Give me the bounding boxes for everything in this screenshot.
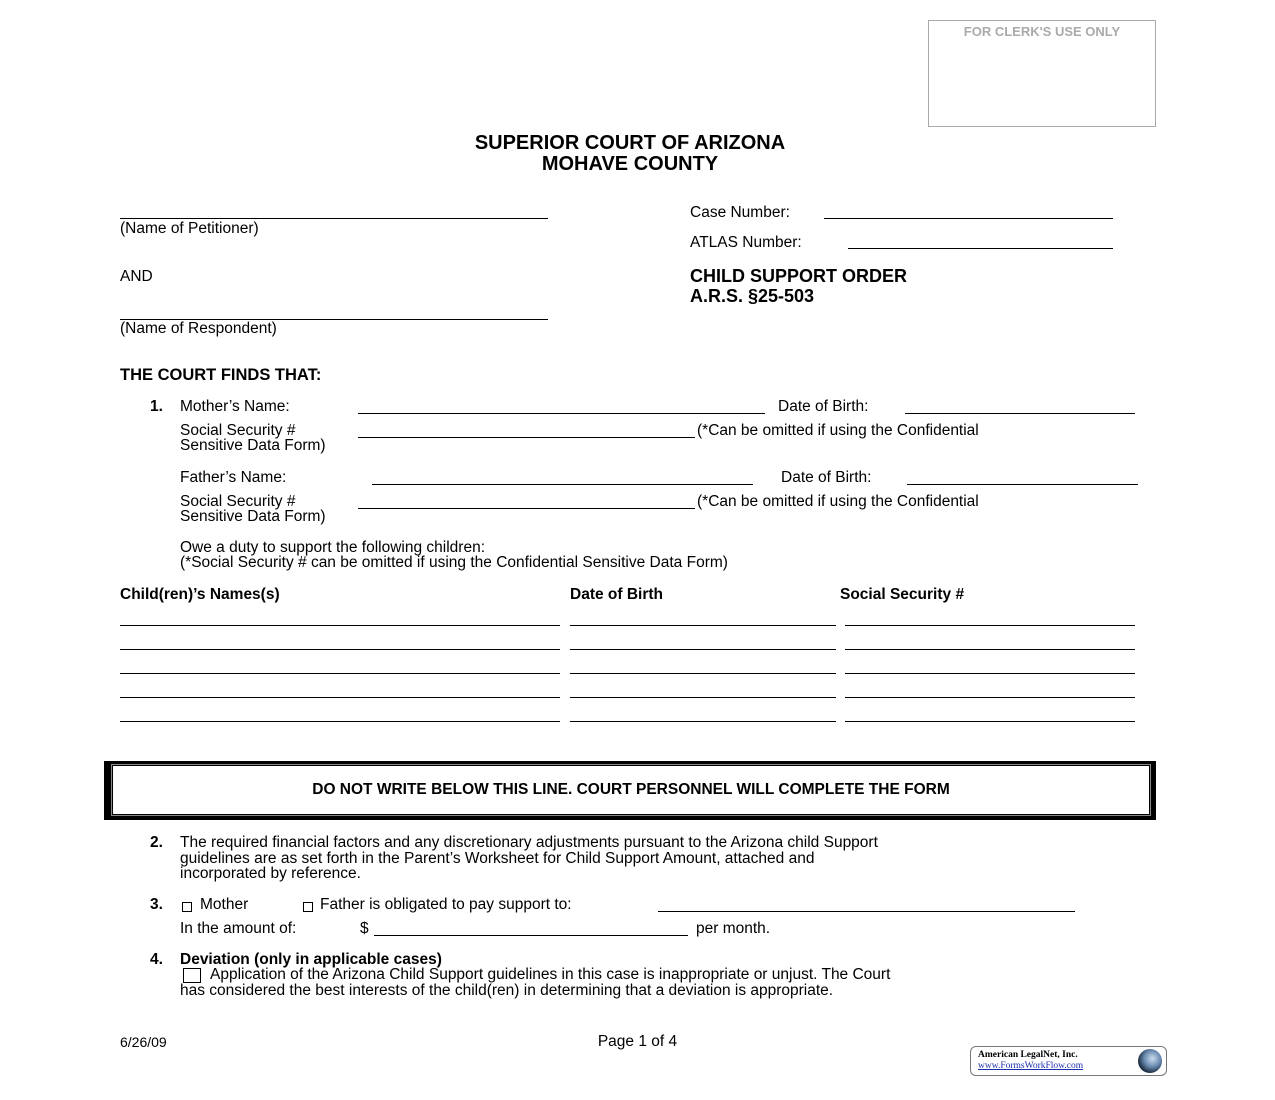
child-dob-field[interactable] <box>570 697 836 698</box>
father-checkbox[interactable] <box>303 902 313 912</box>
clerk-use-box <box>928 20 1156 127</box>
amount-label: In the amount of: <box>180 920 297 937</box>
document-title: CHILD SUPPORT ORDER <box>690 266 908 286</box>
page-number: Page 1 of 4 <box>597 1033 678 1050</box>
mother-dob-field[interactable] <box>905 413 1135 414</box>
father-ssn-note-cont: Sensitive Data Form) <box>180 508 326 525</box>
item-3-number: 3. <box>150 896 163 913</box>
child-dob-field[interactable] <box>570 625 836 626</box>
clerk-use-label: FOR CLERK'S USE ONLY <box>963 24 1121 39</box>
father-dob-field[interactable] <box>907 484 1138 485</box>
child-ssn-field[interactable] <box>845 625 1135 626</box>
child-dob-field[interactable] <box>570 673 836 674</box>
child-ssn-field[interactable] <box>845 649 1135 650</box>
mother-ssn-field[interactable] <box>358 437 695 438</box>
form-date: 6/26/09 <box>120 1034 167 1050</box>
mother-ssn-note-cont: Sensitive Data Form) <box>180 437 326 454</box>
header-ssn: Social Security # <box>840 586 965 603</box>
item-4-number: 4. <box>150 951 163 968</box>
child-name-field[interactable] <box>120 673 560 674</box>
mother-option-label: Mother <box>200 896 249 913</box>
duty-text: Owe a duty to support the following children: <box>180 539 486 556</box>
father-name-label: Father’s Name: <box>180 469 287 486</box>
father-ssn-note: (*Can be omitted if using the Confidential <box>697 493 979 510</box>
per-month-label: per month. <box>696 920 771 937</box>
logo-url[interactable]: www.FormsWorkFlow.com <box>978 1061 1084 1071</box>
father-option-label: Father is obligated to pay support to: <box>320 896 572 913</box>
child-name-field[interactable] <box>120 625 560 626</box>
father-ssn-field[interactable] <box>358 508 695 509</box>
deviation-checkbox[interactable] <box>183 968 201 983</box>
item-2-line: incorporated by reference. <box>180 865 361 882</box>
globe-icon <box>1138 1049 1162 1073</box>
deviation-line: has considered the best interests of the child(ren) in determining that a deviation is appropriate. <box>180 982 834 999</box>
father-dob-label: Date of Birth: <box>781 469 872 486</box>
legalnet-logo[interactable] <box>970 1046 1167 1076</box>
findings-heading: THE COURT FINDS THAT: <box>120 366 322 384</box>
case-number-field[interactable] <box>824 218 1113 219</box>
county-title: MOHAVE COUNTY <box>541 153 719 175</box>
atlas-number-field[interactable] <box>848 248 1113 249</box>
mother-ssn-note: (*Can be omitted if using the Confidential <box>697 422 979 439</box>
atlas-number-label: ATLAS Number: <box>690 234 802 251</box>
child-ssn-field[interactable] <box>845 721 1135 722</box>
mother-ssn-label: Social Security # <box>180 422 296 439</box>
mother-name-label: Mother’s Name: <box>180 398 290 415</box>
deviation-heading: Deviation (only in applicable cases) <box>180 951 442 968</box>
header-child-names: Child(ren)’s Names(s) <box>120 586 280 603</box>
deviation-line: Application of the Arizona Child Support guidelines in this case is inappropriate or unjust. The Court <box>210 966 891 983</box>
mother-dob-label: Date of Birth: <box>778 398 869 415</box>
item-2-line: guidelines are as set forth in the Parent’s Worksheet for Child Support Amount, attached and <box>180 850 815 867</box>
mother-name-field[interactable] <box>358 413 765 414</box>
child-dob-field[interactable] <box>570 721 836 722</box>
item-1-number: 1. <box>150 398 163 415</box>
child-dob-field[interactable] <box>570 649 836 650</box>
court-use-banner <box>104 761 1156 820</box>
case-number-label: Case Number: <box>690 204 790 221</box>
father-name-field[interactable] <box>372 484 753 485</box>
child-name-field[interactable] <box>120 649 560 650</box>
petitioner-line[interactable] <box>120 218 548 219</box>
duty-note: (*Social Security # can be omitted if using the Confidential Sensitive Data Form) <box>180 554 728 571</box>
court-title: SUPERIOR COURT OF ARIZONA <box>474 132 786 154</box>
child-name-field[interactable] <box>120 721 560 722</box>
logo-name: American LegalNet, Inc. <box>978 1050 1078 1060</box>
petitioner-label: (Name of Petitioner) <box>120 220 259 237</box>
father-ssn-label: Social Security # <box>180 493 296 510</box>
item-2-number: 2. <box>150 834 163 851</box>
header-dob: Date of Birth <box>570 586 663 603</box>
item-2-line: The required financial factors and any discretionary adjustments pursuant to the Arizona child Support <box>180 834 878 851</box>
child-ssn-field[interactable] <box>845 673 1135 674</box>
statute: A.R.S. §25-503 <box>690 286 815 306</box>
payee-field[interactable] <box>658 911 1075 912</box>
and-label: AND <box>120 268 153 285</box>
dollar-sign: $ <box>360 920 369 937</box>
child-ssn-field[interactable] <box>845 697 1135 698</box>
mother-checkbox[interactable] <box>182 902 192 912</box>
banner-text: DO NOT WRITE BELOW THIS LINE. COURT PERSONNEL WILL COMPLETE THE FORM <box>112 765 1150 815</box>
child-name-field[interactable] <box>120 697 560 698</box>
amount-field[interactable] <box>374 935 688 936</box>
respondent-label: (Name of Respondent) <box>120 320 277 337</box>
